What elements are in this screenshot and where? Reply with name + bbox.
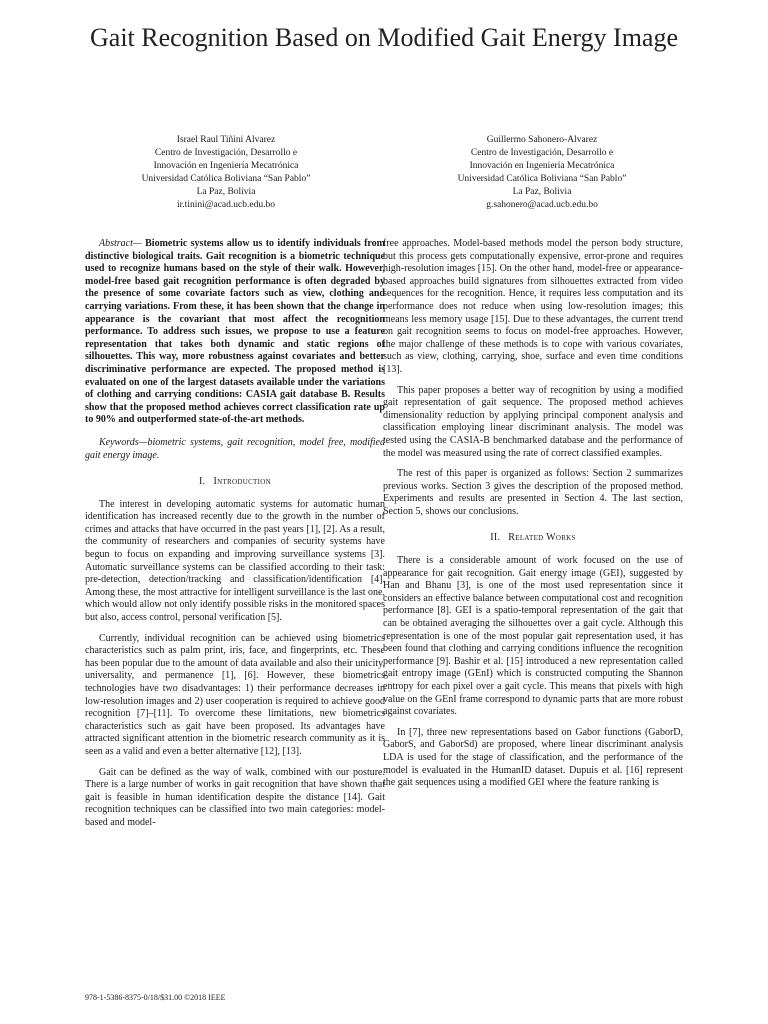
author-name: Israel Raul Tiñini Alvarez [176, 135, 276, 145]
author-email: ir.tinini@acad.ucb.edu.bo [177, 200, 275, 210]
author-2 [402, 134, 682, 212]
right-column [383, 238, 683, 798]
keywords: Keywords—biometric systems, gait recognition, model free, modified gait energy image. [85, 436, 385, 461]
abstract-body: Biometric systems allow us to identify individuals from distinctive biological traits. Gait recognition is a biometric technique used to recognize humans based on the style of their walk. However, model-free based gait recognition performance is often degraded by the presence of some covariate factors such as view, clothing and carrying variations. From these, it has been shown that the change in appearance is the covariant that most affect the recognition performance. To address such issues, we propose to use a feature representation that takes both dynamic and static regions of silhouettes. This way, more robustness against covariates and better discriminative performance are expected. The proposed method is evaluated on one of the largest datasets available under the variations of clothing and carrying conditions: CASIA gait database B. Results show that the proposed method achieves correct classification rate up to 90% and outperformed state-of-the-art methods. [85, 238, 385, 426]
author-block [86, 134, 682, 212]
abstract-lead: Abstract— [99, 238, 142, 249]
paragraph: Gait can be defined as the way of walk, combined with our posture. There is a large number of works in gait recognition that have shown that gait is feasible in human identification despite the distance [14]. Gait recognition techniques can be classified into two main categories: model-based and model- [85, 766, 385, 828]
paragraph: Currently, individual recognition can be achieved using biometrics characteristics such as palm print, iris, face, and fingerprints, etc. These has been popular due to the amount of data available and also their unicity, universality, and permanence [1], [6]. However, these biometrics technologies have two disadvantages: 1) their performance decreases in low-resolution images and 2) user cooperation is required to achieve good recognition [7]–[11]. To overcome these limitations, new biometrics characteristics such as gait have been proposed. Its advantages have attracted significant attention in the biometric research community as it is seen as a valid and even a better alternative [12], [13]. [85, 632, 385, 757]
author-1 [86, 134, 366, 212]
copyright-footer: 978-1-5386-8375-0/18/$31.00 ©2018 IEEE [85, 993, 226, 1002]
author-affiliation-line: Centro de Investigación, Desarrollo e [470, 148, 614, 158]
paragraph: This paper proposes a better way of recognition by using a modified gait representation of gait sequence. The proposed method achieves dimensionality reduction by applying principal component analysis and classification employing linear discriminant analysis. The model was tested using the CASIA-B benchmarked database and the performance of the model was measured using the rate of correct classified examples. [383, 384, 683, 459]
author-email: g.sahonero@acad.ucb.edu.bo [486, 200, 598, 210]
paragraph: There is a considerable amount of work focused on the use of appearance for gait recognition. Gait energy image (GEI), suggested by Han and Bhanu [3], is one of the most used representation since it considers an effective balance between computational cost and recognition performance [8]. GEI is a spatio-temporal representation of the gait that can be obtained averaging the silhouettes over a gait cycle. Although this representation is one of the most popular gait representation used, it has been found that clothing and carrying conditions influence the recognition performance [9]. Bashir et al. [15] introduced a new representation called gait entropy image (GEnI) which is constructed computing the Shannon entropy for each pixel over a gait cycle. This means that pixels with high value on the GEnI frame correspond to dynamic parts that are more robust against covariates. [383, 555, 683, 718]
section-title: Introduction [213, 476, 271, 488]
left-column [85, 238, 385, 838]
paragraph-continued: free approaches. Model-based methods model the person body structure, but this process gets computationally expensive, error-prone and requires high-resolution images [15]. On the other hand, model-free or appearance-based approaches build signatures from silhouettes extracted from video sequences for the recognition. Hence, it requires less computation and its performance does not reduce when using low-resolution images; this means less memory usage [15]. Due to these advantages, the current trend on gait recognition seems to focus on model-free approaches. However, the major challenge of these methods is to cope with various covariates, such as view, clothing, carrying, shoe, surface and even time conditions [13]. [383, 238, 683, 375]
author-affiliation-line: Universidad Católica Boliviana “San Pablo” [141, 174, 311, 184]
author-affiliation-line: Innovación en Ingeniería Mecatrónica [153, 161, 299, 171]
author-location: La Paz, Bolivia [512, 187, 572, 197]
paper-title: Gait Recognition Based on Modified Gait Energy Image [90, 23, 678, 52]
section-title: Related Works [508, 532, 576, 544]
paragraph: The rest of this paper is organized as follows: Section 2 summarizes previous works. Section 3 gives the description of the proposed method. Experiments and results are presented in Section 4. The last section, Section 5, shows our conclusions. [383, 468, 683, 517]
author-affiliation-line: Universidad Católica Boliviana “San Pablo” [457, 174, 627, 184]
author-name: Guillermo Sahonero-Alvarez [486, 135, 598, 145]
abstract [85, 238, 385, 427]
paragraph: In [7], three new representations based on Gabor functions (GaborD, GaborS, and GaborSd) are proposed, where linear discriminant analysis LDA is used for the stage of classification, and the performance of the model is evaluated in the HumanID dataset. Dupuis et al. [16] represent the gait sequences using a modified GEI where the feature ranking is [383, 726, 683, 789]
author-affiliation-line: Innovación en Ingeniería Mecatrónica [469, 161, 615, 171]
author-location: La Paz, Bolivia [196, 187, 256, 197]
paragraph: The interest in developing automatic systems for automatic human identification has increased recently due to the growth in the number of crimes and attacks that have occurred in the past years [1], [2]. As a result, the community of researchers and companies of security systems have begun to focus on expanding and improving surveillance systems [3]. Automatic surveillance systems can be classified according to their task: pre-detection, detection/tracking and classification/identification [4]. Among these, the most attractive for intelligent surveillance is the last one, which would allow not only identify possible risks in the monitored spaces but also, access control, personal verification [5]. [85, 498, 385, 624]
section-heading-related-works [383, 532, 683, 545]
author-affiliation-line: Centro de Investigación, Desarrollo e [154, 148, 298, 158]
section-number: I. [199, 476, 206, 488]
section-number: II. [490, 532, 501, 544]
section-heading-introduction [85, 476, 385, 489]
